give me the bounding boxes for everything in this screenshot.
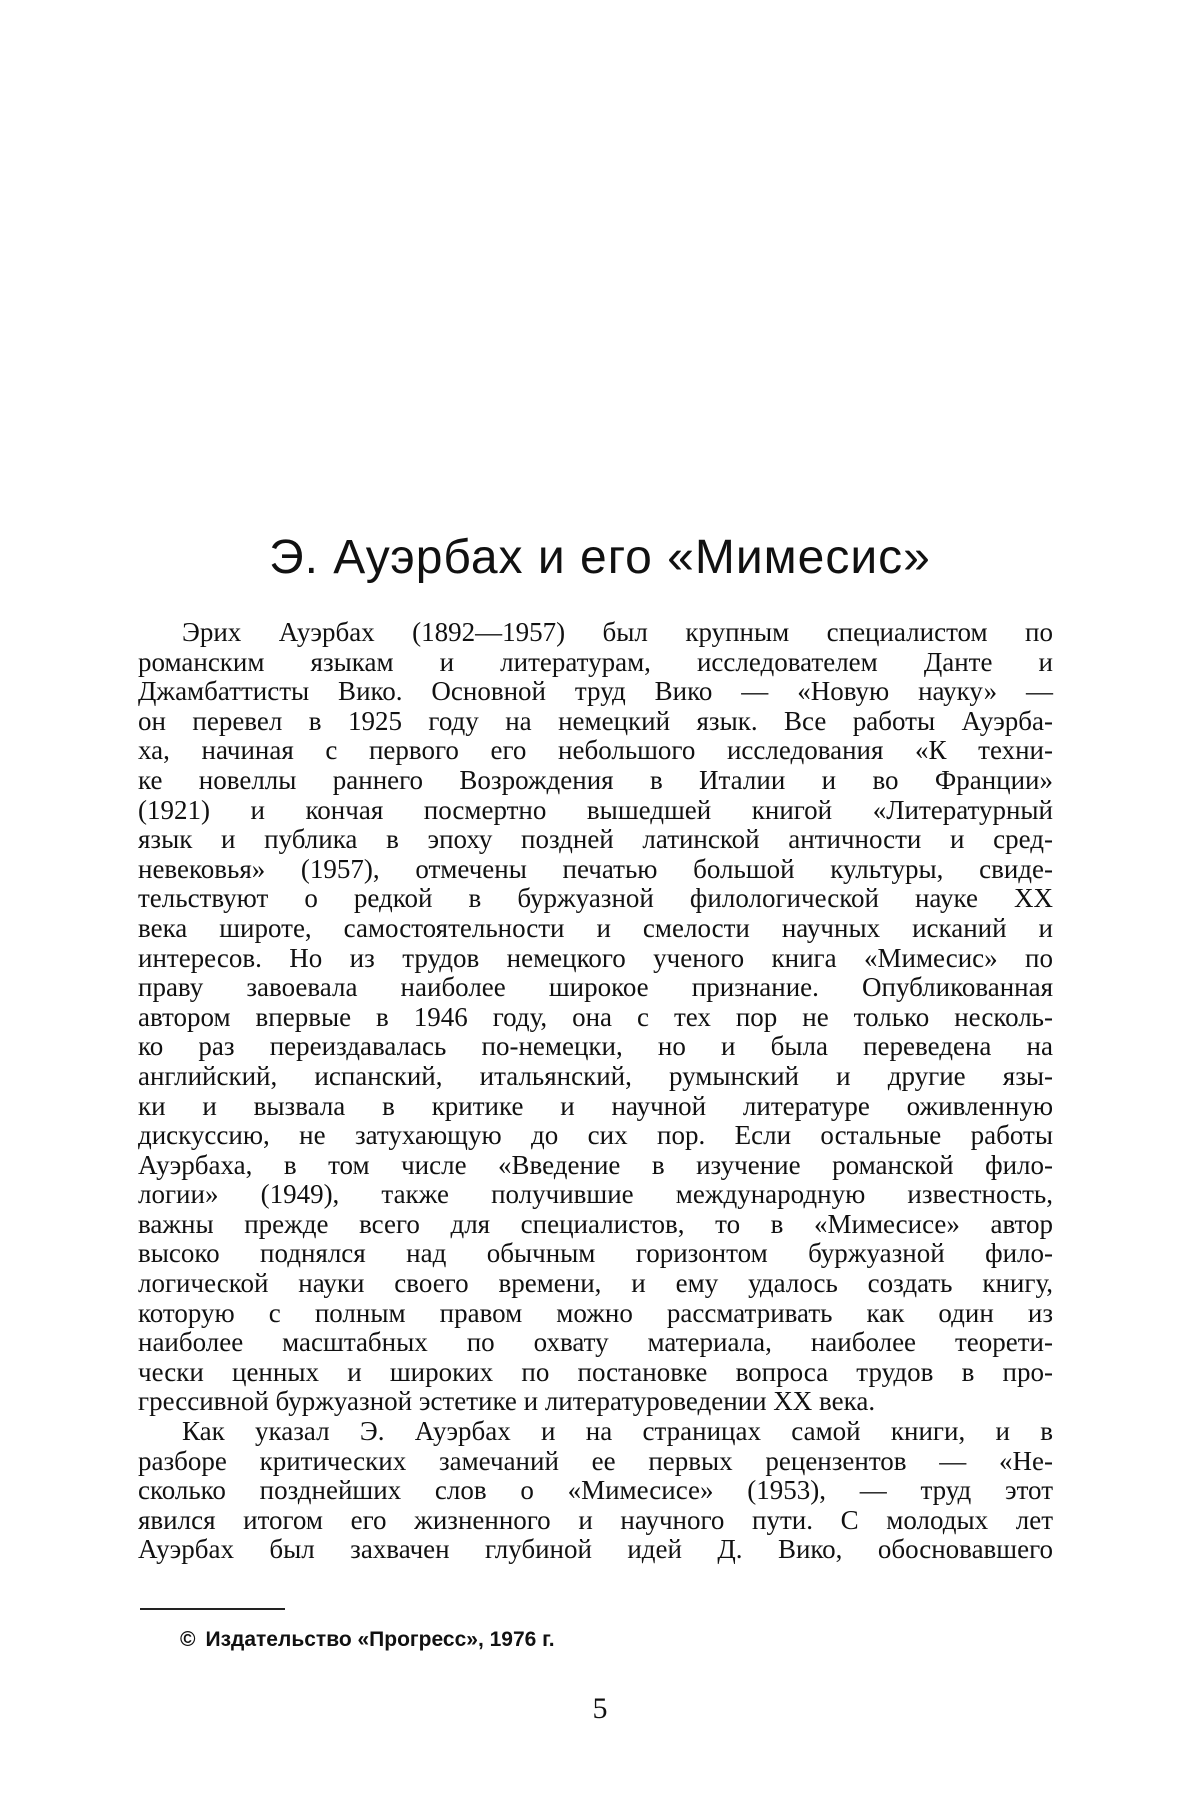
body-text xyxy=(138,618,1053,1565)
text-line: высоко поднялся над обычным горизонтом буржуазной фило- xyxy=(138,1238,1053,1269)
text-line: ко раз переиздавалась по-немецки, но и была переведена на xyxy=(138,1031,1053,1062)
text-line: грессивной буржуазной эстетике и литературоведении XX века. xyxy=(138,1386,876,1417)
text-line: романским языкам и литературам, исследователем Данте и xyxy=(138,646,1053,677)
copyright-icon: © xyxy=(180,1628,196,1651)
text-line: интересов. Но из трудов немецкого ученого книга «Мимесис» по xyxy=(138,942,1053,973)
text-line: логической науки своего времени, и ему удалось создать книгу, xyxy=(138,1268,1053,1299)
text-line: Джамбаттисты Вико. Основной труд Вико — «Новую науку» — xyxy=(138,676,1053,707)
text-line: сколько позднейших слов о «Мимесисе» (1953), — труд этот xyxy=(138,1475,1053,1506)
page-number: 5 xyxy=(592,1692,608,1725)
text-line: невековья» (1957), отмечены печатью большой культуры, свиде- xyxy=(138,853,1053,884)
text-line: Ауэрбах был захвачен глубиной идей Д. Вико, обосновавшего xyxy=(138,1534,1053,1565)
footnote-divider xyxy=(140,1608,285,1610)
text-line: Ауэрбаха, в том числе «Введение в изучение романской фило- xyxy=(138,1149,1053,1180)
text-line: дискуссию, не затухающую до сих пор. Если остальные работы xyxy=(138,1120,1053,1151)
text-line: века широте, самостоятельности и смелости научных исканий и xyxy=(138,912,1053,943)
page-title: Э. Ауэрбах и его «Мимесис» xyxy=(269,531,931,584)
text-line: чески ценных и широких по постановке вопроса трудов в про- xyxy=(138,1356,1053,1387)
text-line: разборе критических замечаний ее первых рецензентов — «Не- xyxy=(138,1445,1053,1476)
text-line: ки и вызвала в критике и научной литературе оживленную xyxy=(138,1090,1053,1121)
text-line: наиболее масштабных по охвату материала, наиболее теорети- xyxy=(138,1327,1053,1358)
footnote-text: Издательство «Прогресс», 1976 г. xyxy=(205,1628,555,1651)
text-line: автором впервые в 1946 году, она с тех пор не только несколь- xyxy=(138,1001,1053,1032)
text-line: праву завоевала наиболее широкое признание. Опубликованная xyxy=(138,972,1053,1003)
text-line: важны прежде всего для специалистов, то в «Мимесисе» автор xyxy=(138,1208,1053,1239)
text-line: Как указал Э. Ауэрбах и на страницах самой книги, и в xyxy=(182,1416,1053,1447)
text-line: ке новеллы раннего Возрождения в Италии и во Франции» xyxy=(138,764,1053,795)
text-line: (1921) и кончая посмертно вышедшей книгой «Литературный xyxy=(138,794,1053,825)
text-line: тельствуют о редкой в буржуазной филологической науке XX xyxy=(138,883,1053,914)
text-line: логии» (1949), также получившие международную известность, xyxy=(138,1179,1053,1210)
text-line: Эрих Ауэрбах (1892—1957) был крупным специалистом по xyxy=(182,617,1053,647)
text-line: он перевел в 1925 году на немецкий язык. Все работы Ауэрба- xyxy=(138,705,1053,736)
text-line: английский, испанский, итальянский, румынский и другие язы- xyxy=(138,1060,1053,1091)
text-line: ха, начиная с первого его небольшого исследования «К техни- xyxy=(138,735,1053,766)
text-line: которую с полным правом можно рассматривать как один из xyxy=(138,1297,1053,1328)
text-line: язык и публика в эпоху поздней латинской античности и сред- xyxy=(138,824,1053,855)
footnote xyxy=(180,1628,555,1652)
text-line: явился итогом его жизненного и научного пути. С молодых лет xyxy=(138,1504,1053,1535)
